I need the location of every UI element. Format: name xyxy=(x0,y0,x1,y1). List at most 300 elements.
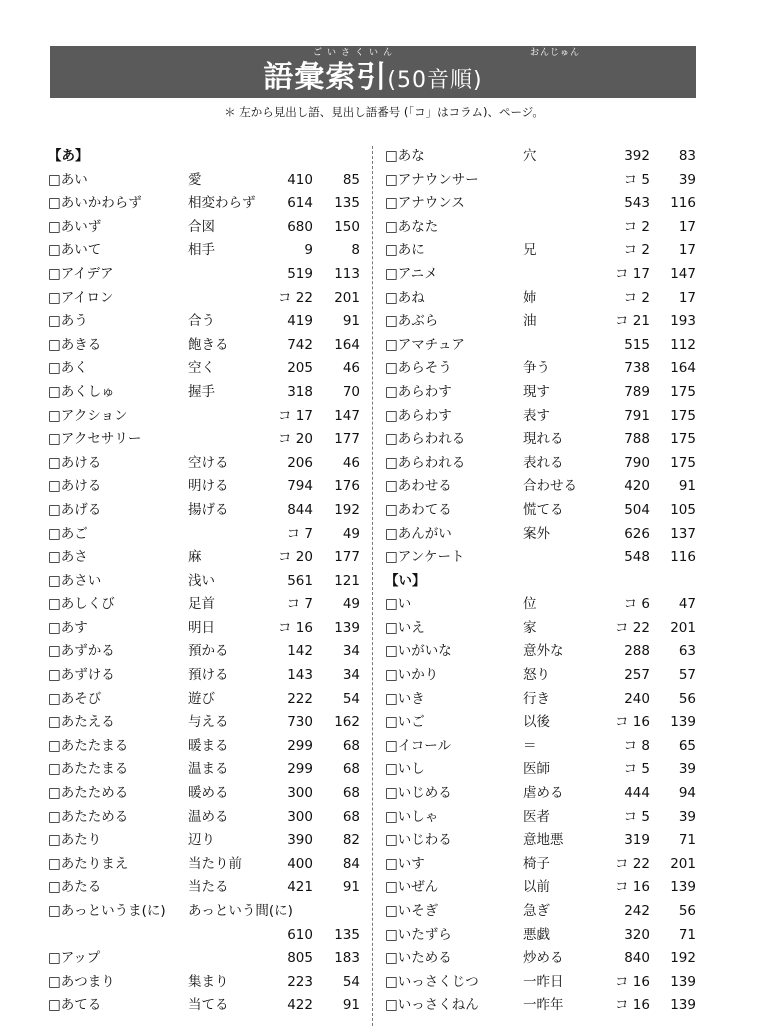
entry-page: 116 xyxy=(670,549,696,566)
entry-kanji: 当たり前 xyxy=(188,855,242,872)
index-entry xyxy=(48,593,378,617)
entry-page: 46 xyxy=(342,454,360,471)
entry-kanji: 姉 xyxy=(523,289,537,306)
index-entry xyxy=(385,782,700,806)
entry-kanji: 愛 xyxy=(188,171,202,188)
entry-page: 68 xyxy=(342,761,360,778)
entry-number: 421 xyxy=(287,879,313,896)
index-entry xyxy=(48,357,378,381)
entry-kanji: 穴 xyxy=(523,148,537,164)
entry-word: □あさい xyxy=(48,572,102,589)
index-entry xyxy=(385,192,700,216)
entry-word: □あいかわらず xyxy=(48,195,142,212)
index-entry xyxy=(48,475,378,499)
entry-kanji: 悪戯 xyxy=(523,926,550,943)
entry-word: □いじわる xyxy=(385,832,452,849)
entry-word: □あらわす xyxy=(385,383,452,400)
entry-page: 68 xyxy=(342,785,360,802)
entry-number: コ 22 xyxy=(278,289,313,306)
index-entry xyxy=(48,688,378,712)
entry-number: 730 xyxy=(287,714,313,731)
entry-page: 177 xyxy=(334,431,360,448)
entry-number: 299 xyxy=(287,737,313,754)
entry-kanji: 当てる xyxy=(188,997,229,1014)
entry-kanji: 明日 xyxy=(188,619,215,636)
entry-kanji: 遊び xyxy=(188,690,215,707)
entry-kanji: 麻 xyxy=(188,549,202,566)
index-entry xyxy=(385,876,700,900)
entry-number: 257 xyxy=(624,667,650,684)
entry-number: 240 xyxy=(624,690,650,707)
entry-word: □アクセサリー xyxy=(48,431,142,448)
entry-kanji: 医者 xyxy=(523,808,550,825)
entry-page: 71 xyxy=(678,926,696,943)
entry-number: 844 xyxy=(287,501,313,518)
entry-number: 143 xyxy=(287,667,313,684)
index-entry xyxy=(48,381,378,405)
entry-word: □あな xyxy=(385,148,425,164)
entry-number: コ 6 xyxy=(623,596,650,613)
entry-page: 91 xyxy=(342,879,360,896)
entry-number: 392 xyxy=(624,148,650,164)
title-ruby: ごいさくいん xyxy=(313,48,398,58)
entry-page: 135 xyxy=(334,195,360,212)
page-subtitle: ＊ 左から見出し語、見出し語番号 (「コ」はコラム)、ページ。 xyxy=(224,105,544,119)
right-index-column xyxy=(385,145,700,1018)
index-entry xyxy=(385,428,700,452)
index-entry xyxy=(385,806,700,830)
entry-number: 400 xyxy=(287,855,313,872)
entry-number: 840 xyxy=(624,950,650,967)
entry-page: 177 xyxy=(334,549,360,566)
entry-kanji: 争う xyxy=(523,360,550,377)
title-banner xyxy=(50,46,696,98)
entry-number: 9 xyxy=(304,242,313,259)
entry-word: □あね xyxy=(385,289,425,306)
entry-number: 790 xyxy=(624,454,650,471)
entry-word: □いかり xyxy=(385,667,439,684)
index-entry xyxy=(385,405,700,429)
entry-word: □あいず xyxy=(48,218,102,235)
entry-page: 139 xyxy=(334,619,360,636)
title-paren: (50音順) xyxy=(387,68,483,93)
entry-number: コ 16 xyxy=(615,879,650,896)
entry-word: □あそび xyxy=(48,690,102,707)
entry-word: □あずかる xyxy=(48,643,115,660)
entry-number: コ 7 xyxy=(286,596,313,613)
index-entry xyxy=(48,971,378,995)
index-entry xyxy=(48,782,378,806)
index-entry xyxy=(385,310,700,334)
entry-kanji: 以前 xyxy=(523,879,550,896)
index-entry xyxy=(385,924,700,948)
index-entry xyxy=(48,192,378,216)
index-entry xyxy=(48,169,378,193)
entry-page: 193 xyxy=(670,313,696,330)
title-text: 語彙索引 xyxy=(263,60,388,95)
entry-number: 288 xyxy=(624,643,650,660)
entry-word: □あぶら xyxy=(385,313,439,330)
entry-page: 105 xyxy=(670,501,696,518)
entry-number: 410 xyxy=(287,171,313,188)
entry-word: □あす xyxy=(48,619,88,636)
index-entry xyxy=(385,947,700,971)
entry-number: 519 xyxy=(287,265,313,282)
section-heading xyxy=(48,145,378,169)
entry-kanji: 暖める xyxy=(188,785,229,802)
entry-page: 201 xyxy=(670,619,696,636)
entry-number: 543 xyxy=(624,195,650,212)
entry-number: 788 xyxy=(624,431,650,448)
entry-kanji: 相手 xyxy=(188,242,215,259)
entry-kanji: 表す xyxy=(523,407,550,424)
entry-page: 54 xyxy=(342,690,360,707)
entry-kanji: 飽きる xyxy=(188,336,229,353)
entry-page: 175 xyxy=(670,407,696,424)
entry-page: 82 xyxy=(342,832,360,849)
entry-number: 206 xyxy=(287,454,313,471)
index-entry xyxy=(385,216,700,240)
entry-word: □あたり xyxy=(48,832,102,849)
entry-word: □いじめる xyxy=(385,785,452,802)
entry-page: 91 xyxy=(678,478,696,495)
entry-number: 142 xyxy=(287,643,313,660)
index-entry xyxy=(385,381,700,405)
entry-page: 139 xyxy=(670,714,696,731)
entry-page: 112 xyxy=(670,336,696,353)
entry-page: 175 xyxy=(670,431,696,448)
entry-page: 47 xyxy=(678,596,696,613)
entry-page: 164 xyxy=(670,360,696,377)
index-entry xyxy=(48,758,378,782)
entry-kanji: 空ける xyxy=(188,454,229,471)
index-entry xyxy=(385,169,700,193)
entry-page: 49 xyxy=(342,525,360,542)
entry-kanji: ＝ xyxy=(523,737,537,754)
entry-kanji: 合わせる xyxy=(523,478,577,495)
entry-word: □アップ xyxy=(48,950,101,967)
entry-page: 17 xyxy=(678,242,696,259)
entry-page: 91 xyxy=(342,313,360,330)
entry-kanji: 炒める xyxy=(523,950,564,967)
entry-kanji: 一昨日 xyxy=(523,973,564,990)
entry-word: □いしゃ xyxy=(385,808,439,825)
index-entry xyxy=(48,216,378,240)
entry-kanji: 案外 xyxy=(523,525,550,542)
entry-word: □あたりまえ xyxy=(48,855,129,872)
entry-number: 738 xyxy=(624,360,650,377)
entry-page: 164 xyxy=(334,336,360,353)
entry-kanji: 預ける xyxy=(188,667,229,684)
index-entry xyxy=(385,239,700,263)
entry-kanji: 明ける xyxy=(188,478,229,495)
entry-page: 65 xyxy=(678,737,696,754)
entry-word: □あつまり xyxy=(48,973,115,990)
entry-page: 137 xyxy=(670,525,696,542)
entry-page: 147 xyxy=(670,265,696,282)
section-heading xyxy=(385,570,700,594)
entry-word: □あずける xyxy=(48,667,115,684)
index-entry xyxy=(385,711,700,735)
entry-page: 68 xyxy=(342,808,360,825)
index-entry xyxy=(385,334,700,358)
entry-word: □いす xyxy=(385,855,425,872)
index-entry xyxy=(48,900,378,924)
entry-number: 223 xyxy=(287,973,313,990)
entry-kanji: 虐める xyxy=(523,785,564,802)
entry-word: □いがいな xyxy=(385,643,452,660)
entry-number: コ 21 xyxy=(615,313,650,330)
entry-number: コ 16 xyxy=(615,997,650,1014)
entry-word: □アマチュア xyxy=(385,336,465,353)
entry-word: □アニメ xyxy=(385,265,438,282)
index-entry xyxy=(48,287,378,311)
index-entry xyxy=(48,853,378,877)
index-entry xyxy=(385,664,700,688)
index-entry xyxy=(385,971,700,995)
entry-kanji: 一昨年 xyxy=(523,997,564,1014)
entry-page: 56 xyxy=(678,690,696,707)
entry-number: 320 xyxy=(624,926,650,943)
entry-number: 422 xyxy=(287,997,313,1014)
entry-page: 192 xyxy=(670,950,696,967)
index-entry xyxy=(48,334,378,358)
entry-number: 614 xyxy=(287,195,313,212)
index-entry xyxy=(48,947,378,971)
entry-kanji: 急ぎ xyxy=(523,903,550,919)
entry-word: □あてる xyxy=(48,997,102,1014)
entry-kanji: あっという間(に) xyxy=(188,903,293,919)
entry-word: □あたたまる xyxy=(48,737,129,754)
index-entry xyxy=(385,900,700,924)
entry-page: 54 xyxy=(342,973,360,990)
entry-page: 71 xyxy=(678,832,696,849)
entry-page: 17 xyxy=(678,218,696,235)
entry-kanji: 足首 xyxy=(188,596,215,613)
entry-number: 791 xyxy=(624,407,650,424)
index-entry xyxy=(48,263,378,287)
entry-page: 91 xyxy=(342,997,360,1014)
entry-kanji: 空く xyxy=(188,360,215,377)
entry-number: コ 22 xyxy=(615,619,650,636)
entry-kanji: 慌てる xyxy=(523,501,564,518)
entry-word: □いっさくじつ xyxy=(385,973,479,990)
entry-kanji: 預かる xyxy=(188,643,229,660)
entry-number: 299 xyxy=(287,761,313,778)
entry-word: □アイデア xyxy=(48,265,114,282)
entry-number: 318 xyxy=(287,383,313,400)
entry-word: □いためる xyxy=(385,950,452,967)
page-title xyxy=(50,52,696,96)
index-entry xyxy=(385,475,700,499)
entry-word: □アナウンス xyxy=(385,195,465,212)
entry-kanji: 辺り xyxy=(188,832,215,849)
entry-number: コ 17 xyxy=(278,407,313,424)
entry-word: □あたためる xyxy=(48,785,129,802)
entry-number: 742 xyxy=(287,336,313,353)
entry-number: コ 17 xyxy=(615,265,650,282)
entry-number: 561 xyxy=(287,572,313,589)
entry-page: 85 xyxy=(342,171,360,188)
entry-number: 319 xyxy=(624,832,650,849)
entry-word: □あきる xyxy=(48,336,102,353)
entry-word: □アナウンサー xyxy=(385,171,479,188)
entry-word: □あご xyxy=(48,525,88,542)
index-entry xyxy=(385,758,700,782)
entry-number: 205 xyxy=(287,360,313,377)
entry-number: 504 xyxy=(624,501,650,518)
entry-number: コ 5 xyxy=(623,171,650,188)
entry-page: 68 xyxy=(342,737,360,754)
entry-word: □いご xyxy=(385,714,425,731)
entry-page: 56 xyxy=(678,903,696,919)
entry-page: 113 xyxy=(334,265,360,282)
index-entry xyxy=(385,994,700,1018)
entry-word: □あく xyxy=(48,360,88,377)
entry-page: 34 xyxy=(342,667,360,684)
entry-kanji: 相変わらず xyxy=(188,195,256,212)
index-entry xyxy=(385,829,700,853)
entry-number: 610 xyxy=(287,926,313,943)
entry-page: 39 xyxy=(678,761,696,778)
entry-page: 8 xyxy=(351,242,360,259)
entry-kanji: 位 xyxy=(523,596,537,613)
index-entry xyxy=(385,287,700,311)
entry-page: 39 xyxy=(678,171,696,188)
index-entry xyxy=(48,640,378,664)
index-entry xyxy=(48,570,378,594)
index-entry xyxy=(385,593,700,617)
title-paren-ruby: おんじゅん xyxy=(530,48,581,58)
entry-page: 84 xyxy=(342,855,360,872)
entry-kanji: 意地悪 xyxy=(523,832,564,849)
entry-number: コ 16 xyxy=(278,619,313,636)
entry-kanji: 与える xyxy=(188,714,229,731)
entry-word: □いし xyxy=(385,761,425,778)
entry-word: □あらわれる xyxy=(385,431,466,448)
entry-page: 139 xyxy=(670,973,696,990)
entry-kanji: 医師 xyxy=(523,761,550,778)
entry-word: □あい xyxy=(48,171,88,188)
entry-number: 390 xyxy=(287,832,313,849)
index-entry xyxy=(48,735,378,759)
entry-kanji: 兄 xyxy=(523,242,537,259)
entry-kanji: 油 xyxy=(523,313,537,330)
index-entry xyxy=(48,664,378,688)
entry-page: 147 xyxy=(334,407,360,424)
entry-word: □あたたまる xyxy=(48,761,129,778)
entry-number: コ 2 xyxy=(623,242,650,259)
entry-page: 116 xyxy=(670,195,696,212)
index-entry xyxy=(48,405,378,429)
entry-page: 49 xyxy=(342,596,360,613)
entry-page: 139 xyxy=(670,879,696,896)
entry-page: 39 xyxy=(678,808,696,825)
index-entry xyxy=(48,711,378,735)
entry-page: 63 xyxy=(678,643,696,660)
index-entry xyxy=(385,735,700,759)
entry-word: □あっというま(に) xyxy=(48,903,166,919)
entry-number: 300 xyxy=(287,808,313,825)
entry-word: □あなた xyxy=(385,218,439,235)
entry-number: コ 20 xyxy=(278,431,313,448)
index-entry xyxy=(385,688,700,712)
index-entry xyxy=(385,499,700,523)
entry-word: □あわてる xyxy=(385,501,452,518)
entry-word: □あくしゅ xyxy=(48,383,115,400)
index-entry xyxy=(385,452,700,476)
entry-number: コ 2 xyxy=(623,289,650,306)
entry-page: 201 xyxy=(670,855,696,872)
index-entry xyxy=(385,617,700,641)
entry-number: コ 2 xyxy=(623,218,650,235)
entry-number: 444 xyxy=(624,785,650,802)
entry-word: □あげる xyxy=(48,501,102,518)
entry-kanji: 当たる xyxy=(188,879,229,896)
entry-kanji: 現れる xyxy=(523,431,564,448)
index-entry xyxy=(48,617,378,641)
entry-word: □いたずら xyxy=(385,926,452,943)
index-entry xyxy=(48,310,378,334)
entry-word: □イコール xyxy=(385,737,451,754)
entry-word: □あう xyxy=(48,313,88,330)
entry-kanji: 椅子 xyxy=(523,855,550,872)
entry-kanji: 合図 xyxy=(188,218,215,235)
entry-page: 201 xyxy=(334,289,360,306)
entry-kanji: 温まる xyxy=(188,761,229,778)
entry-word: □あたためる xyxy=(48,808,129,825)
entry-word: □あける xyxy=(48,478,102,495)
entry-page: 135 xyxy=(334,926,360,943)
entry-word: □アンケート xyxy=(385,549,465,566)
section-label: 【あ】 xyxy=(48,148,89,164)
entry-number: 548 xyxy=(624,549,650,566)
index-entry xyxy=(48,239,378,263)
index-entry xyxy=(48,829,378,853)
entry-page: 176 xyxy=(334,478,360,495)
entry-page: 183 xyxy=(334,950,360,967)
entry-number: 222 xyxy=(287,690,313,707)
entry-page: 57 xyxy=(678,667,696,684)
entry-kanji: 合う xyxy=(188,313,215,330)
entry-kanji: 握手 xyxy=(188,383,215,400)
index-entry xyxy=(48,546,378,570)
entry-word: □い xyxy=(385,596,412,613)
entry-number: 805 xyxy=(287,950,313,967)
entry-page: 83 xyxy=(678,148,696,164)
index-entry xyxy=(385,640,700,664)
entry-word: □あらわす xyxy=(385,407,452,424)
entry-kanji: 意外な xyxy=(523,643,564,660)
entry-number: コ 5 xyxy=(623,808,650,825)
entry-kanji: 以後 xyxy=(523,714,550,731)
entry-page: 46 xyxy=(342,360,360,377)
entry-number: コ 5 xyxy=(623,761,650,778)
entry-number: コ 16 xyxy=(615,973,650,990)
left-index-column xyxy=(48,145,378,1018)
entry-word: □あんがい xyxy=(385,525,452,542)
index-entry xyxy=(48,924,378,948)
index-entry xyxy=(48,499,378,523)
entry-page: 34 xyxy=(342,643,360,660)
entry-kanji: 集まり xyxy=(188,973,229,990)
index-entry xyxy=(385,263,700,287)
index-entry xyxy=(48,452,378,476)
entry-kanji: 暖まる xyxy=(188,737,229,754)
entry-word: □あける xyxy=(48,454,102,471)
entry-kanji: 家 xyxy=(523,619,537,636)
entry-kanji: 浅い xyxy=(188,572,215,589)
